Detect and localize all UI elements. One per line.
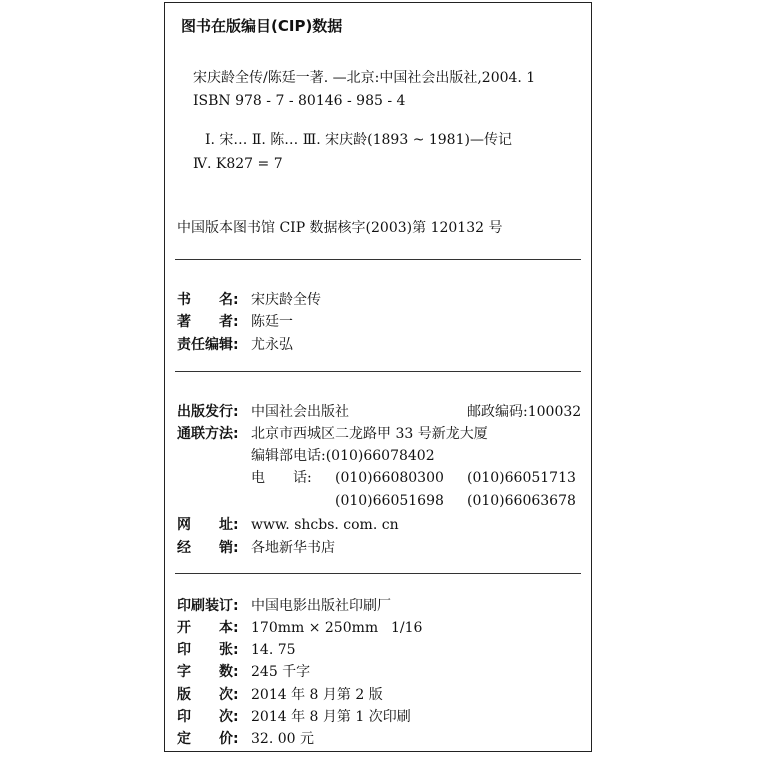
editorial-phone: 编辑部电话:(010)66078402: [251, 448, 435, 464]
sheets-label: 印 张:: [177, 642, 239, 658]
distributor: 各地新华书店: [251, 540, 335, 556]
website: www. shcbs. com. cn: [251, 517, 399, 533]
address: 北京市西城区二龙路甲 33 号新龙大厦: [251, 426, 488, 442]
format-fold: 1/16: [391, 620, 423, 636]
format: 170mm × 250mm: [251, 620, 379, 636]
author-label: 著 者:: [177, 314, 239, 330]
edition: 2014 年 8 月第 2 版: [251, 687, 383, 703]
impression: 2014 年 8 月第 1 次印刷: [251, 709, 411, 725]
phone-3: (010)66051698: [335, 493, 444, 509]
phone-2: (010)66051713: [467, 470, 576, 486]
printer: 中国电影出版社印刷厂: [251, 598, 391, 614]
cip-record: 中国版本图书馆 CIP 数据核字(2003)第 120132 号: [177, 220, 503, 236]
words-label: 字 数:: [177, 664, 239, 680]
distributor-label: 经 销:: [177, 540, 239, 556]
phone-1: (010)66080300: [335, 470, 444, 486]
publisher-label: 出版发行:: [177, 404, 239, 420]
sheets: 14. 75: [251, 642, 296, 658]
impression-label: 印 次:: [177, 709, 239, 725]
book-title: 宋庆龄全传: [251, 292, 321, 308]
copyright-page: [164, 2, 592, 752]
publisher-name: 中国社会出版社: [251, 404, 349, 420]
cip-classification2: Ⅳ. K827 = 7: [193, 156, 283, 172]
price-label: 定 价:: [177, 731, 239, 747]
postcode: 邮政编码:100032: [467, 404, 582, 420]
cip-isbn: ISBN 978 - 7 - 80146 - 985 - 4: [193, 93, 406, 109]
author: 陈廷一: [251, 314, 293, 330]
cip-line1: 宋庆龄全传/陈廷一著. —北京:中国社会出版社,2004. 1: [193, 70, 536, 86]
phone-4: (010)66063678: [467, 493, 576, 509]
editor-label: 责任编辑:: [177, 337, 239, 353]
format-label: 开 本:: [177, 620, 239, 636]
divider-3: [175, 573, 581, 574]
divider-2: [175, 371, 581, 372]
divider-1: [175, 259, 581, 260]
price: 32. 00 元: [251, 731, 314, 747]
phone-label: 电 话:: [251, 470, 312, 486]
book-title-label: 书 名:: [177, 292, 239, 308]
cip-classification1: Ⅰ. 宋… Ⅱ. 陈… Ⅲ. 宋庆龄(1893 ~ 1981)—传记: [205, 132, 512, 148]
contact-label: 通联方法:: [177, 426, 239, 442]
editor: 尤永弘: [251, 337, 293, 353]
cip-title: 图书在版编目(CIP)数据: [181, 17, 343, 35]
printer-label: 印刷装订:: [177, 598, 239, 614]
edition-label: 版 次:: [177, 687, 239, 703]
words: 245 千字: [251, 664, 311, 680]
website-label: 网 址:: [177, 517, 239, 533]
